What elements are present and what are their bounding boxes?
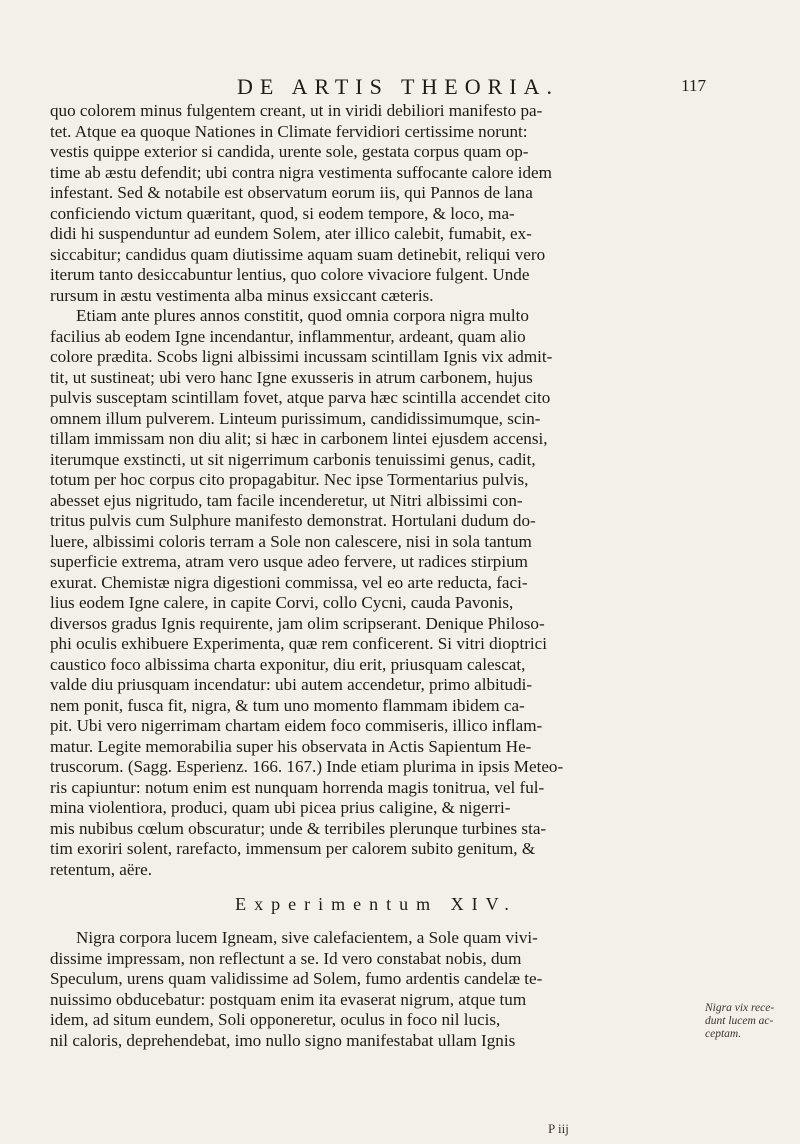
paragraph-block-2 (50, 928, 702, 1051)
text-line: retentum, aëre. (50, 859, 153, 879)
text-line: Nigra corpora lucem Igneam, sive calefacientem, a Sole quam vivi- (76, 928, 538, 947)
text-line: luere, albissimi coloris terram a Sole non calescere, nisi in sola tantum (50, 531, 532, 551)
text-line: truscorum. (Sagg. Esperienz. 166. 167.) Inde etiam plurima in ipsis Meteo- (50, 757, 564, 776)
marginal-note-line: dunt lucem ac- (705, 1015, 774, 1027)
text-line: Etiam ante plures annos constitit, quod omnia corpora nigra multo (76, 306, 529, 325)
text-line: nil caloris, deprehendebat, imo nullo signo manifestabat ullam Ignis (50, 1030, 516, 1050)
text-line: valde diu priusquam incendatur: ubi autem accendetur, primo albitudi- (50, 675, 533, 694)
signature-mark: P iij (548, 1121, 569, 1136)
text-line: ris capiuntur: notum enim est nunquam horrenda magis tonitrua, vel ful- (50, 777, 545, 797)
text-line: iterum tanto desiccabuntur lentius, quo colore vivaciore fulgent. Unde (50, 265, 530, 284)
marginal-note-line: ceptam. (705, 1028, 742, 1040)
text-line: time ab æstu defendit; ubi contra nigra vestimenta suffocante calore idem (50, 162, 552, 182)
text-line: omnem illum pulverem. Linteum purissimum, candidissimumque, scin- (50, 408, 541, 428)
text-line: idem, ad situm eundem, Soli opponeretur, oculus in foco nil lucis, (50, 1010, 501, 1029)
text-line: mina violentiora, produci, quam ubi picea prius caligine, & nigerri- (50, 798, 511, 817)
text-line: pit. Ubi vero nigerrimam chartam eidem foco commiseris, illico inflam- (50, 716, 543, 735)
text-line: facilius ab eodem Igne incendantur, inflammentur, ardeant, quam alio (50, 326, 526, 346)
page-number: 117 (681, 76, 706, 95)
text-line: colore prædita. Scobs ligni albissimi incussam scintillam Ignis vix admit- (50, 347, 553, 366)
text-line: phi oculis exhibuere Experimenta, quæ rem conficerent. Si vitri dioptrici (50, 634, 548, 653)
text-line: abesset ejus nigritudo, tam facile incenderetur, ut Nitri albissimi con- (50, 490, 523, 510)
text-line: tillam immissam non diu alit; si hæc in carbonem lintei ejusdem accensi, (50, 429, 548, 448)
text-line: lius eodem Igne calere, in capite Corvi, collo Cycni, cauda Pavonis, (50, 593, 514, 612)
text-line: iterumque exstincti, ut sit nigerrimum carbonis tenuissimi genus, cadit, (50, 449, 536, 469)
text-line: siccabitur; candidus quam diutissime aquam suam detinebit, reliqui vero (50, 244, 546, 264)
text-line: vestis quippe exterior si candida, urente sole, gestata corpus quam op- (50, 142, 529, 161)
text-line: mis nubibus cœlum obscuratur; unde & terribiles plerunque turbines sta- (50, 818, 547, 838)
text-line: conficiendo victum quæritant, quod, si eodem tempore, & loco, ma- (50, 203, 515, 223)
page-header (90, 74, 706, 104)
text-line: exurat. Chemistæ nigra digestioni commissa, vel eo arte reducta, faci- (50, 572, 528, 592)
text-line: nem ponit, fusca fit, nigra, & tum uno momento flammam ibidem ca- (50, 695, 525, 715)
body-text (50, 101, 702, 1051)
text-line: didi hi suspenduntur ad eundem Solem, ater illico calebit, fumabit, ex- (50, 224, 532, 243)
text-line: tim exoriri solent, rarefacto, immensum per calorem subito genitum, & (50, 839, 536, 858)
marginal-note (705, 1002, 785, 1041)
text-line: tritus pulvis cum Sulphure manifesto demonstrat. Hortulani dudum do- (50, 511, 536, 530)
text-line: nuissimo obducebatur: postquam enim ita evaserat nigrum, atque tum (50, 989, 527, 1009)
text-line: pulvis susceptam scintillam fovet, atque parva hæc scintilla accendet cito (50, 388, 551, 407)
text-line: Speculum, urens quam validissime ad Solem, fumo ardentis candelæ te- (50, 969, 543, 988)
text-line: rursum in æstu vestimenta alba minus exsiccant cæteris. (50, 285, 434, 305)
marginal-note-line: Nigra vix rece- (705, 1002, 775, 1014)
text-line: quo colorem minus fulgentem creant, ut in viridi debiliori manifesto pa- (50, 101, 543, 120)
text-line: superficie extrema, atram vero usque adeo fervere, ut radices stirpium (50, 552, 528, 571)
text-line: dissime impressam, non reflectunt a se. Id vero constabat nobis, dum (50, 948, 522, 968)
section-heading: Experimentum XIV. (235, 894, 517, 914)
text-line: matur. Legite memorabilia super his observata in Actis Sapientum He- (50, 736, 532, 756)
paragraph-block-1 (50, 101, 702, 880)
text-line: caustico foco albissima charta exponitur, diu erit, priusquam calescat, (50, 654, 526, 674)
text-line: diversos gradus Ignis requirente, jam olim scripserant. Denique Philoso- (50, 613, 545, 633)
text-line: infestant. Sed & notabile est observatum eorum iis, qui Pannos de lana (50, 183, 533, 202)
text-line: tit, ut sustineat; ubi vero hanc Igne exusseris in atrum carbonem, hujus (50, 367, 533, 387)
running-head: DE ARTIS THEORIA. (237, 74, 559, 99)
text-line: totum per hoc corpus cito propagabitur. Nec ipse Tormentarius pulvis, (50, 470, 529, 489)
text-line: tet. Atque ea quoque Nationes in Climate fervidiori certissime norunt: (50, 121, 528, 141)
